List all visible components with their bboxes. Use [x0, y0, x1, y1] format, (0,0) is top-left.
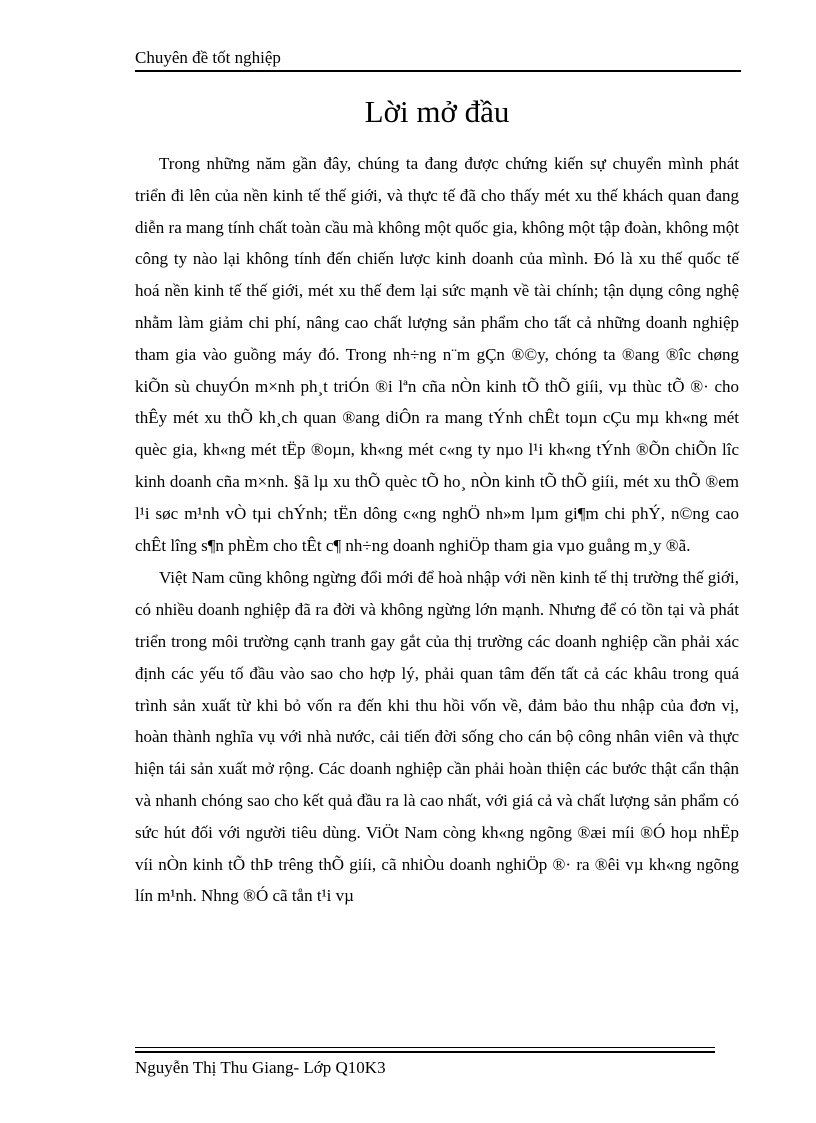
footer-divider-double	[135, 1051, 715, 1053]
footer-divider	[135, 1047, 715, 1048]
document-body	[135, 148, 739, 913]
paragraph-2: Việt Nam cũng không ngừng đổi mới để hoà nhập với nền kinh tế thị trường thế giới, có nhiều doanh nghiệp đã ra đời và không ngừng lớn mạnh. Nhưng để có tồn tại và phát triển trong môi trường cạnh tranh gay gắt của thị trường các doanh nghiệp cần phải xác định các yếu tố đầu vào sao cho hợp lý, phải quan tâm đến tất cả các khâu trong quá trình sản xuất từ khi bỏ vốn ra đến khi thu hồi vốn về, đảm bảo thu nhập của đơn vị, hoàn thành nghĩa vụ với nhà nước, cải tiến đời sống cho cán bộ công nhân viên và thực hiện tái sản xuất mở rộng. Các doanh nghiệp cần phải hoàn thiện các bước thật cẩn thận và nhanh chóng sao cho kết quả đầu ra là cao nhất, với giá cả và chất lượng sản phẩm có sức hút đối với người tiêu dùng. ViÖt Nam còng kh«ng ngõng ®æi míi ®Ó hoµ nhËp víi nÒn kinh tÕ thÞ trêng thÕ giíi, cã nhiÒu doanh nghiÖp ®· ra ®êi vµ kh«ng ngõng lín m¹nh. Nhng ®Ó cã tån t¹i vµ	[135, 568, 739, 906]
page-title: Lời mở đầu	[364, 94, 510, 129]
page-footer: Nguyễn Thị Thu Giang- Lớp Q10K3	[135, 1058, 386, 1077]
paragraph-1: Trong những năm gần đây, chúng ta đang được chứng kiến sự chuyển mình phát triển đi lên của nền kinh tế thế giới, và thực tế đã cho thấy mét xu thế khách quan đang diễn ra mang tính chất toàn cầu mà không một quốc gia, không một tập đoàn, không một công ty nào lại không tính đến chiến lược kinh doanh của mình. Đó là xu thế quốc tế hoá nền kinh tế thế giới, mét xu thế đem lại sức mạnh về tài chính; tận dụng công nghệ nhằm làm giảm chi phí, nâng cao chất lượng sản phẩm cho tất cả những doanh nghiệp tham gia vào guồng máy đó. Trong nh÷ng n¨m gÇn ®©y, chóng ta ®ang ®îc chøng kiÕn sù chuyÓn m×nh ph¸t triÓn ®i lªn cña nÒn kinh tÕ thÕ giíi, vµ thùc tÕ ®· cho thÊy mét xu thÕ kh¸ch quan ®ang diÔn ra mang tÝnh chÊt toµn cÇu mµ kh«ng mét quèc gia, kh«ng mét tËp ®oµn, kh«ng mét c«ng ty nµo l¹i kh«ng tÝnh ®Õn chiÕn lîc kinh doanh cña m×nh. §ã lµ xu thÕ quèc tÕ ho¸ nÒn kinh tÕ thÕ giíi, mét xu thÕ ®em l¹i søc m¹nh vÒ tµi chÝnh; tËn dông c«ng nghÖ nh»m lµm gi¶m chi phÝ, n©ng cao chÊt lîng s¶n phÈm cho tÊt c¶ nh÷ng doanh nghiÖp tham gia vµo guång m¸y ®ã.	[135, 154, 739, 555]
header-divider	[135, 70, 741, 72]
page-header: Chuyên đề tốt nghiệp	[135, 48, 281, 67]
